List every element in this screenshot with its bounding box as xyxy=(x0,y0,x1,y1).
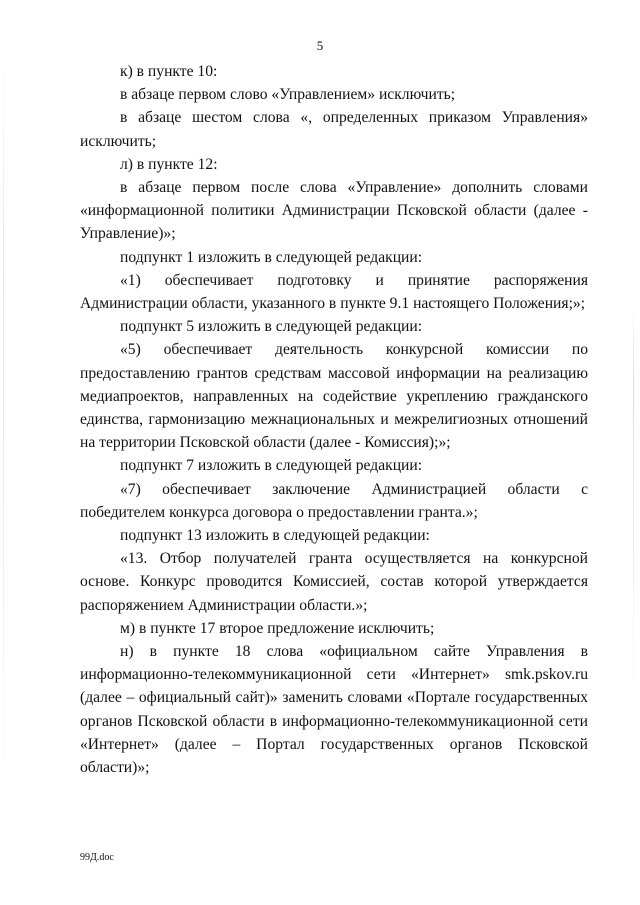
page-number: 5 xyxy=(316,38,324,53)
document-body xyxy=(80,60,588,779)
paragraph: «13. Отбор получателей гранта осуществляется на конкурсной основе. Конкурс проводится Комиссией, состав которой утверждается распоряжением Администрации области.»; xyxy=(80,550,588,614)
paragraph: м) в пункте 17 второе предложение исключить; xyxy=(120,619,435,637)
paragraph: «5) обеспечивает деятельность конкурсной комиссии по предоставлению грантов средствам массовой информации на реализацию медиапроектов, направленных на содействие укреплению гражданского единства, гармонизацию межнациональных и межрелигиозных отношений на территории Псковской области (далее - Комиссия);»; xyxy=(80,341,588,452)
footer-filename: 99Д.doc xyxy=(80,852,114,863)
paragraph: подпункт 7 изложить в следующей редакции: xyxy=(120,457,423,475)
paragraph: в абзаце первом слово «Управлением» исключить; xyxy=(120,86,456,104)
paragraph: подпункт 5 изложить в следующей редакции: xyxy=(120,318,423,336)
paragraph: подпункт 1 изложить в следующей редакции: xyxy=(120,248,423,266)
paragraph: в абзаце первом после слова «Управление» дополнить словами «информационной политики Администрации Псковской области (далее - Управление)»; xyxy=(80,179,588,243)
scan-edge-shadow-right xyxy=(633,300,634,720)
paragraph: л) в пункте 12: xyxy=(120,155,218,173)
paragraph: «7) обеспечивает заключение Администрацией области с победителем конкурса договора о предоставлении гранта.»; xyxy=(80,480,588,521)
scan-edge-shadow-left xyxy=(3,40,4,820)
paragraph: подпункт 13 изложить в следующей редакции: xyxy=(120,527,430,545)
paragraph: «1) обеспечивает подготовку и принятие распоряжения Администрации области, указанного в пункте 9.1 настоящего Положения;»; xyxy=(80,271,588,313)
paragraph: к) в пункте 10: xyxy=(120,63,218,80)
paragraph: в абзаце шестом слова «, определенных приказом Управления» исключить; xyxy=(80,109,588,150)
paragraph: н) в пункте 18 слова «официальном сайте Управления в информационно-телекоммуникационной сети «Интернет» smk.pskov.ru (далее – официальный сайт)» заменить словами «Портале государственных органов Псковской области в информационно-телекоммуникационной сети «Интернет» (далее – Портал государственных органов Псковской области)»; xyxy=(80,643,588,777)
